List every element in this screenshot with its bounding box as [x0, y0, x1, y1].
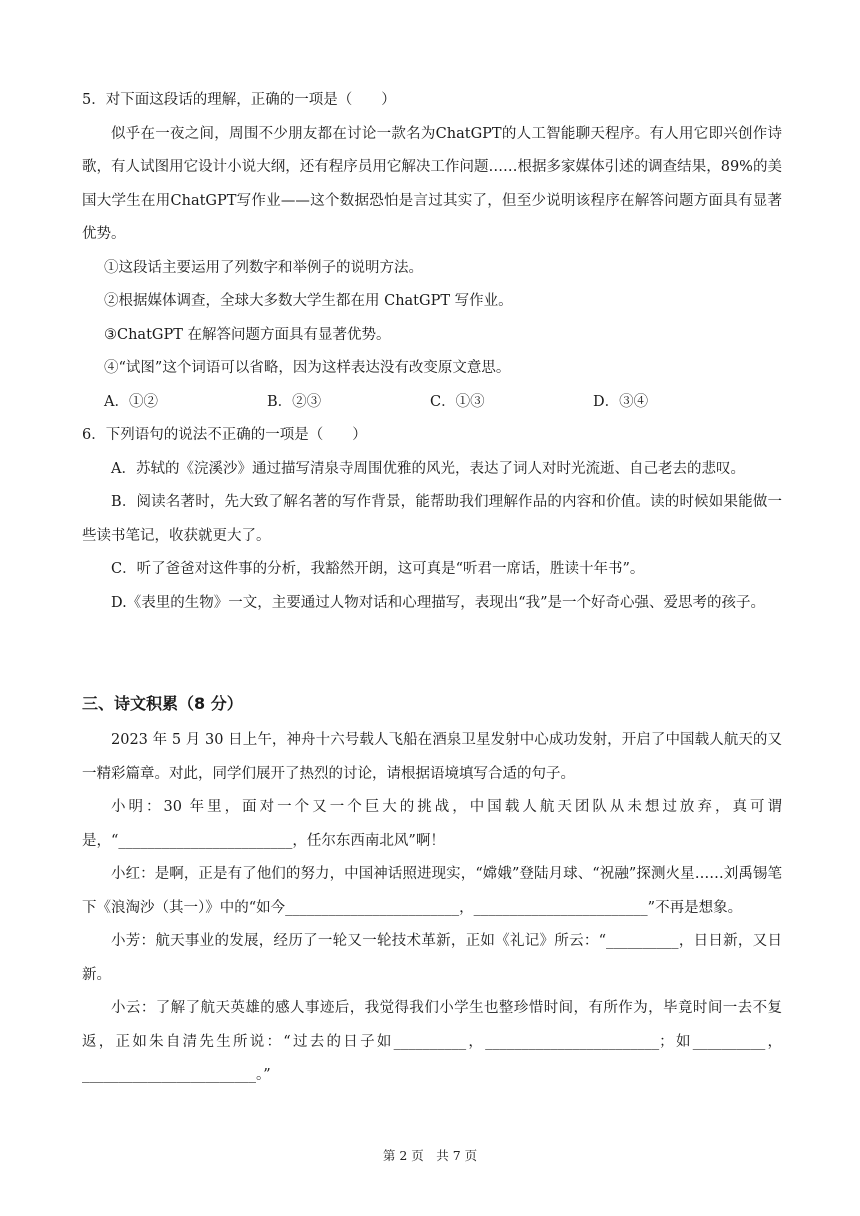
page-footer: 第 2 页 共 7 页: [382, 1148, 478, 1163]
option-a[interactable]: A．①②: [104, 393, 158, 410]
statement-4: ④“试图”这个词语可以省略，因为这样表达没有改变原文意思。: [104, 360, 511, 376]
dialogue-xiaohong[interactable]: 小红：是啊，正是有了他们的努力，中国神话照进现实，“嫦娥”登陆月球、“祝融”探测火星……刘禹锡笔下《浪淘沙（其一）》中的“如今________________________，________________________”不再是想象。: [82, 866, 782, 916]
question-5-passage: 似乎在一夜之间，周围不少朋友都在讨论一款名为ChatGPT的人工智能聊天程序。有人用它即兴创作诗歌，有人试图用它设计小说大纲，还有程序员用它解决工作问题……根据多家媒体引述的调查结果，89%的美国大学生在用ChatGPT写作业——这个数据恐怕是言过其实了，但至少说明该程序在解答问题方面具有显著优势。: [82, 125, 782, 242]
section-3-intro: 2023 年 5 月 30 日上午，神舟十六号载人飞船在酒泉卫星发射中心成功发射，开启了中国载人航天的又一精彩篇章。对此，同学们展开了热烈的讨论，请根据语境填写合适的句子。: [82, 732, 782, 782]
question-6-option-a[interactable]: A．苏轼的《浣溪沙》通过描写清泉寺周围优雅的风光，表达了词人对时光流逝、自己老去的悲叹。: [111, 460, 745, 477]
question-6-stem: 6．下列语句的说法不正确的一项是（ ）: [82, 427, 367, 443]
option-b[interactable]: B．②③: [267, 393, 322, 410]
option-d[interactable]: D．③④: [593, 393, 649, 410]
statement-1: ①这段话主要运用了列数字和举例子的说明方法。: [104, 259, 423, 276]
dialogue-xiaofang[interactable]: 小芳：航天事业的发展，经历了一轮又一轮技术革新，正如《礼记》所云：“__________，日日新，又日新。: [82, 933, 782, 983]
question-6-option-d[interactable]: D.《表里的生物》一文，主要通过人物对话和心理描写，表现出“我”是一个好奇心强、爱思考的孩子。: [111, 594, 766, 611]
option-c[interactable]: C．①③: [430, 393, 485, 410]
question-5: [82, 84, 782, 419]
question-6: [82, 419, 782, 620]
question-5-stem: 5．对下面这段话的理解，正确的一项是（ ）: [82, 92, 396, 108]
section-3-body: [82, 724, 782, 1093]
section-3: [82, 687, 782, 721]
question-5-options: [82, 386, 782, 420]
dialogue-xiaoming[interactable]: 小明：30 年里，面对一个又一个巨大的挑战，中国载人航天团队从未想过放弃，真可谓是，“________________________，任尔东西南北风”啊！: [82, 799, 782, 849]
statement-3: ③ChatGPT 在解答问题方面具有显著优势。: [104, 326, 391, 343]
statement-2: ②根据媒体调查，全球大多数大学生都在用 ChatGPT 写作业。: [104, 293, 513, 309]
section-3-title: 三、诗文积累（8 分）: [82, 694, 243, 713]
dialogue-xiaoyun[interactable]: 小云：了解了航天英雄的感人事迹后，我觉得我们小学生也整珍惜时间，有所作为，毕竟时间一去不复返，正如朱自清先生所说：“过去的日子如__________，________________________；如__________，________________________。”: [82, 1000, 782, 1083]
question-6-option-b[interactable]: B．阅读名著时，先大致了解名著的写作背景，能帮助我们理解作品的内容和价值。读的时候如果能做一些读书笔记，收获就更大了。: [82, 494, 782, 544]
question-6-option-c[interactable]: C．听了爸爸对这件事的分析，我豁然开朗，这可真是“听君一席话，胜读十年书”。: [111, 561, 645, 577]
